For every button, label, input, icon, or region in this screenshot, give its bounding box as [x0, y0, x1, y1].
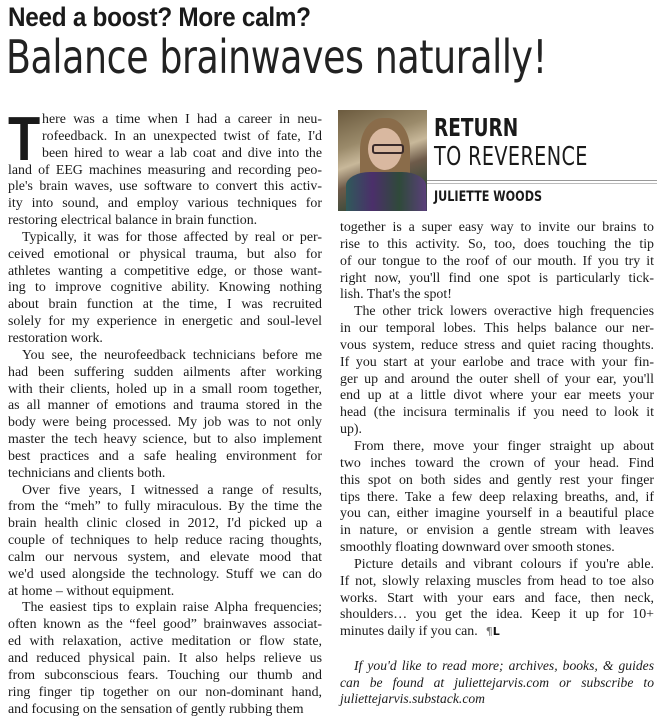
paragraph-line: restoration work.: [8, 330, 103, 346]
paragraph-line: vous system, reduce stress and quiet racing thoughts.: [340, 337, 654, 353]
paragraph-line: calm our nervous system, and elevate mood that: [8, 549, 322, 565]
left-column: [8, 105, 322, 718]
paragraph-line: of our tongue to the roof of our mouth. If you try it: [340, 253, 654, 269]
paragraph-line: ity into sound, and employ various techniques for: [8, 196, 322, 212]
paragraph-line: best practices and a safe healing environment for: [8, 448, 322, 464]
paragraph-line: often known as the “feel good” brainwaves associat-: [8, 617, 322, 633]
author-photo: [338, 110, 427, 211]
paragraph-line: ceived emotional or physical trauma, but also for: [8, 246, 322, 262]
paragraph-line: you can, either imagine yourself in a beautiful place: [340, 506, 654, 522]
paragraph-line: minutes daily if you can. ¶L: [340, 624, 500, 640]
paragraph-line: couple of techniques to help reduce racing thoughts,: [8, 533, 322, 549]
paragraph-line: body were being processed. My job was to not only: [8, 415, 322, 431]
paragraph-line: If not, slowly relaxing muscles from head to toe also: [340, 573, 654, 589]
paragraph-line: lish. That's the spot!: [340, 287, 452, 303]
paragraph-line: had been suffering sudden ailments after working: [8, 364, 322, 380]
end-mark-icon: ¶L: [485, 625, 500, 639]
paragraph-line: at home – without equipment.: [8, 583, 175, 599]
paragraph-line: ed with relaxation, active meditation or flow state,: [8, 634, 322, 650]
drop-cap: T: [8, 105, 41, 174]
footer-note: [340, 658, 654, 708]
footer-line: If you'd like to read more; archives, books, & guides: [354, 658, 654, 673]
paragraph-line: Over five years, I witnessed a range of results,: [22, 482, 322, 498]
column-title-line1: RETURN: [434, 113, 519, 142]
paragraph-line: smoothly floating downward over smooth stones.: [340, 540, 615, 556]
paragraph-line: and reduced physical pain. It also helps relieve us: [8, 651, 322, 666]
paragraph-line: with their clients, holed up in a small room together,: [8, 381, 322, 397]
paragraph-line: The other trick lowers overactive high frequencies: [354, 304, 654, 320]
paragraph-line: as all manner of emotions and trauma stored in the: [8, 398, 322, 414]
paragraph-line: Typically, it was for those affected by real or per-: [22, 229, 322, 245]
kicker-headline: Need a boost? More calm?: [8, 2, 311, 32]
paragraph-line: and focusing on the sensation of gently rubbing them: [8, 701, 304, 717]
footer-line: juliettejarvis.substack.com: [340, 691, 485, 707]
paragraph-line: about brain function at the time, I was recruited: [8, 297, 322, 313]
article-headline: Balance brainwaves naturally!: [6, 30, 547, 84]
paragraph-line: ple's brain waves, use software to convert this activ-: [8, 179, 322, 195]
paragraph-line: up).: [340, 422, 362, 438]
paragraph-line: technicians and clients both.: [8, 465, 166, 481]
paragraph-line: in nature, or envision a gentle stream with leaves: [340, 523, 654, 539]
author-byline: JULIETTE WOODS: [434, 189, 543, 205]
footer-line: can be found at juliettejarvis.com or subscribe to: [340, 674, 654, 690]
right-column: [340, 220, 654, 641]
paragraph-line: The easiest tips to explain raise Alpha frequencies;: [22, 600, 322, 616]
paragraph-line: From there, move your finger straight up about: [354, 438, 654, 454]
paragraph-line: If you start at your earlobe and trace with your fin-: [340, 354, 654, 370]
paragraph-line: together is a super easy way to invite our brains to: [340, 220, 654, 235]
paragraph-line: shoulders… you get the idea. Keep it up for 10+: [340, 607, 654, 623]
paragraph-line: this spot on both sides and gently rest your finger: [340, 472, 654, 488]
paragraph-line: rise to this activity. So, too, does touching the tip: [340, 236, 654, 252]
paragraph-line: rofeedback. In an unexpected twist of fate, I'd: [42, 128, 322, 144]
paragraph-line: ing to improve cognitive ability. Knowing nothing: [8, 280, 322, 296]
paragraph-line: from the “meh” to fully miraculous. By the time the: [8, 499, 322, 515]
paragraph-line: restoring electrical balance in brain function.: [8, 213, 258, 229]
paragraph-line: from subconscious fears. Touching our thumb and: [8, 667, 322, 683]
paragraph-line: tips there. Take a few deep relaxing breaths, and, if: [340, 489, 654, 505]
paragraph-line: solely for my experience in energetic and soul-level: [8, 314, 322, 330]
paragraph-line: ger up and around the outer shell of your ear, you'll: [340, 371, 654, 387]
paragraph-line: works. Start with your ears and face, then neck,: [340, 590, 654, 606]
paragraph-line: end up at a little divot where your ear meets your: [340, 388, 654, 404]
paragraph-line: right now, you'll find one spot is particularly tick-: [340, 270, 654, 286]
paragraph-line: brain health clinic closed in 2012, I'd picked up a: [8, 516, 322, 532]
paragraph-line: Picture details and vibrant colours if you're able.: [354, 556, 654, 572]
paragraph-line: athletes wanting a competitive edge, or those want-: [8, 263, 322, 279]
paragraph-line: head (the incisura terminalis if you need to look it: [340, 405, 654, 421]
paragraph-line: ring finger tip together on our non-dominant hand,: [8, 684, 322, 700]
paragraph-line: master the tech heavy science, but to also implement: [8, 432, 322, 448]
paragraph-line: been hired to wear a lab coat and dive into the: [42, 145, 322, 161]
paragraph-line: You see, the neurofeedback technicians before me: [22, 347, 322, 363]
paragraph-line: land of EEG machines measuring and recording peo-: [8, 162, 322, 178]
column-title-line2: TO REVERENCE: [434, 142, 588, 172]
paragraph-line: we'd used alongside the technology. Stuff we can do: [8, 566, 322, 582]
paragraph-line: in our temporal lobes. This helps balance our ner-: [340, 321, 654, 337]
paragraph-line: here was a time when I had a career in neu-: [42, 112, 322, 127]
divider: [427, 180, 657, 184]
paragraph-line: two inches toward the crown of your head. Find: [340, 455, 654, 471]
